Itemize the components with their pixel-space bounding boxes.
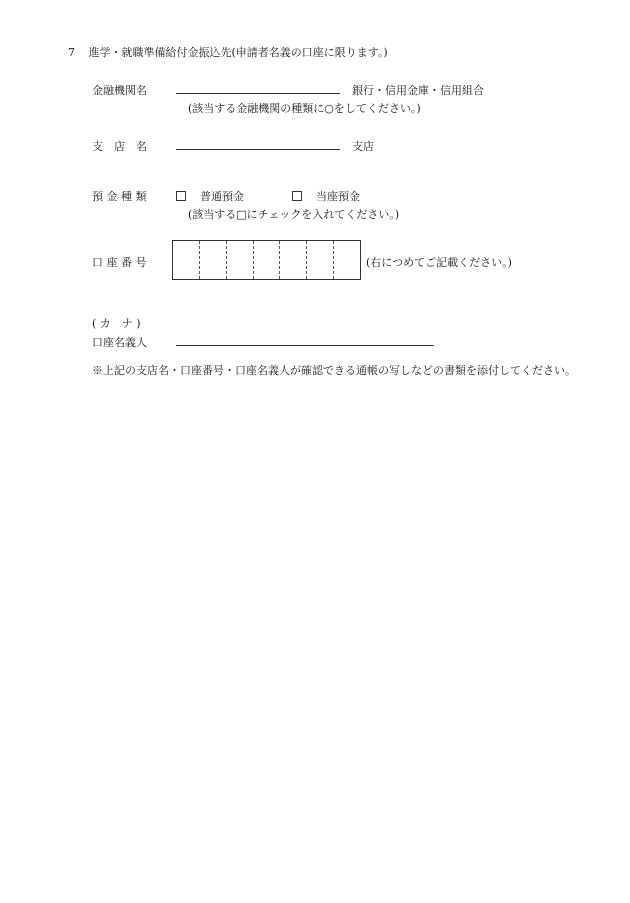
checkbox-ordinary[interactable] (176, 191, 186, 201)
bank-label: 金融機関名 (92, 84, 147, 97)
account-digit-box[interactable] (227, 241, 254, 279)
account-number-boxes (172, 240, 361, 280)
account-digit-box[interactable] (254, 241, 281, 279)
deposit-option-ordinary-label: 普通預金 (200, 190, 244, 203)
account-digit-box[interactable] (173, 241, 200, 279)
holder-name-field[interactable] (176, 345, 434, 346)
deposit-label: 預 金 種 類 (92, 190, 147, 203)
deposit-option-checking-label: 当座預金 (316, 190, 360, 203)
section-number: 7 (68, 46, 75, 59)
account-label: 口 座 番 号 (92, 256, 147, 269)
bank-type-suffix: 銀行・信用金庫・信用組合 (352, 84, 484, 97)
account-note: (右につめてご記載ください。) (366, 256, 512, 269)
deposit-option-ordinary[interactable] (176, 188, 244, 204)
account-digit-box[interactable] (280, 241, 307, 279)
checkbox-checking[interactable] (292, 191, 302, 201)
section-heading (68, 44, 388, 60)
account-digit-box[interactable] (307, 241, 334, 279)
deposit-note: (該当する□にチェックを入れてください。) (188, 208, 400, 221)
account-digit-box[interactable] (334, 241, 360, 279)
section-title: 進学・就職準備給付金振込先(申請者名義の口座に限ります。) (88, 46, 388, 59)
holder-label: 口座名義人 (92, 336, 147, 349)
account-digit-box[interactable] (200, 241, 227, 279)
branch-suffix: 支店 (352, 140, 374, 153)
footnote: ※上記の支店名・口座番号・口座名義人が確認できる通帳の写しなどの書類を添付してください。 (92, 364, 576, 377)
branch-label: 支 店 名 (92, 140, 147, 153)
deposit-option-checking[interactable] (292, 188, 360, 204)
bank-note: (該当する金融機関の種類に○をしてください。) (188, 102, 421, 115)
holder-kana-label: ( カ ナ ) (92, 317, 141, 330)
branch-name-field[interactable] (176, 149, 340, 150)
bank-name-field[interactable] (176, 93, 340, 94)
